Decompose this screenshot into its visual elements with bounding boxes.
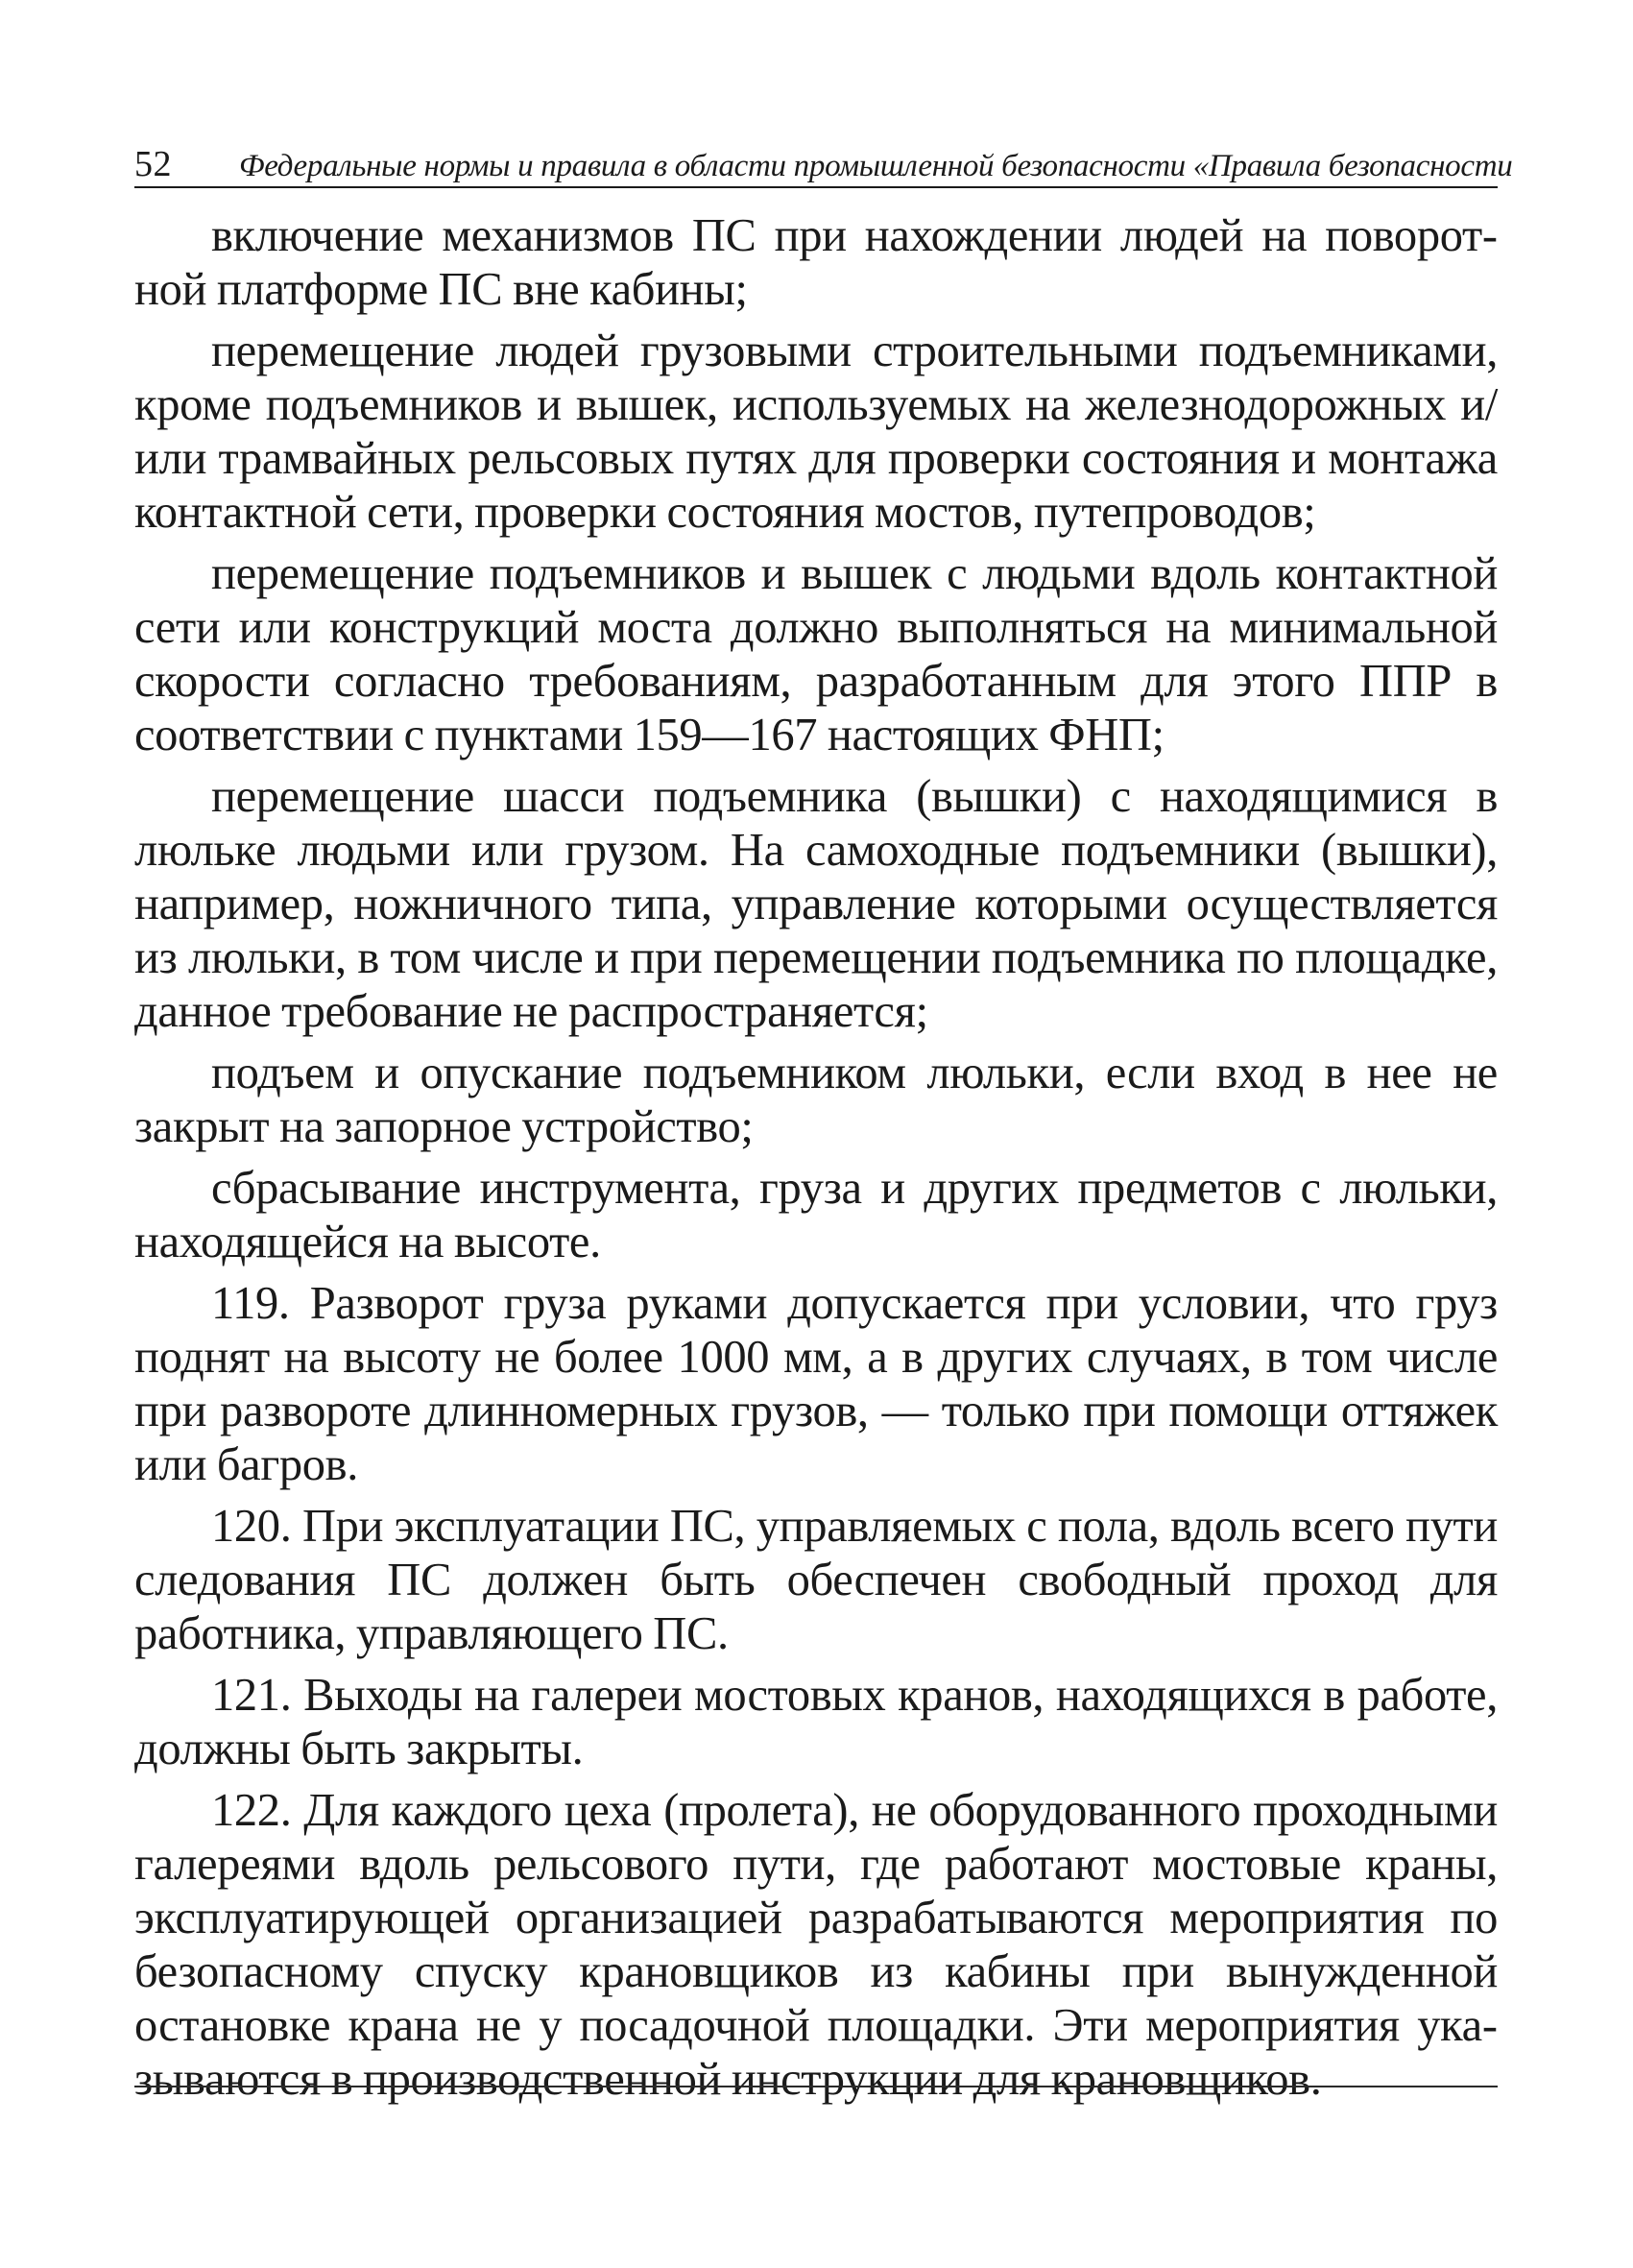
page-number: 52: [134, 144, 172, 184]
running-header: [134, 134, 1513, 188]
body-text: [134, 209, 1498, 2114]
paragraph: перемещение людей грузовыми строительными подъемниками, кроме подъемников и вышек, используемых на железнодорожных и/или трамвайных рельсовых путях для проверки состояния и монтажа контактной сети, проверки состояния мостов, путепроводов;: [134, 326, 1498, 538]
running-title: Федеральные нормы и правила в области промышленной безопасности «Правила безопасности: [239, 149, 1513, 183]
footer-rule: [134, 2086, 1498, 2087]
paragraph: включение механизмов ПС при нахождении людей на поворотной платформе ПС вне кабины;: [134, 210, 1498, 315]
paragraph: перемещение шасси подъемника (вышки) с находящимися в люльке людьми или грузом. На самоходные подъемники (вышки), например, ножничного типа, управление которыми осуществляется из люльки, в том числе и при перемещении подъемника по площадке, данное требование не распространяется;: [134, 771, 1498, 1037]
paragraph: 120. При эксплуатации ПС, управляемых с пола, вдоль всего пути следования ПС должен быть обеспечен свободный проход для работника, управляющего ПС.: [134, 1501, 1498, 1659]
paragraph: 121. Выходы на галереи мостовых кранов, находящихся в работе, должны быть закрыты.: [134, 1670, 1498, 1774]
paragraph: 122. Для каждого цеха (пролета), не оборудованного проходными галереями вдоль рельсового пути, где работают мостовые краны, эксплуатирующей организацией разрабатываются мероприятия по безопасному спуску крановщиков из кабины при вынужденной остановке крана не у посадочной площадки. Эти мероприятия указываются в производственной инструкции для крановщиков.: [134, 1785, 1498, 2105]
paragraph: сбрасывание инструмента, груза и других предметов с люльки, находящейся на высоте.: [134, 1163, 1498, 1267]
paragraph: перемещение подъемников и вышек с людьми вдоль контактной сети или конструкций моста должно выполняться на минимальной скорости согласно требованиям, разработанным для этого ППР в соответствии с пунктами 159—167 настоящих ФНП;: [134, 548, 1498, 760]
paragraph: подъем и опускание подъемником люльки, если вход в нее не закрыт на запорное устройство;: [134, 1048, 1498, 1152]
paragraph: 119. Разворот груза руками допускается при условии, что груз поднят на высоту не более 1000 мм, а в других случаях, в том числе при развороте длинномерных грузов, — только при помощи оттяжек или багров.: [134, 1278, 1498, 1490]
